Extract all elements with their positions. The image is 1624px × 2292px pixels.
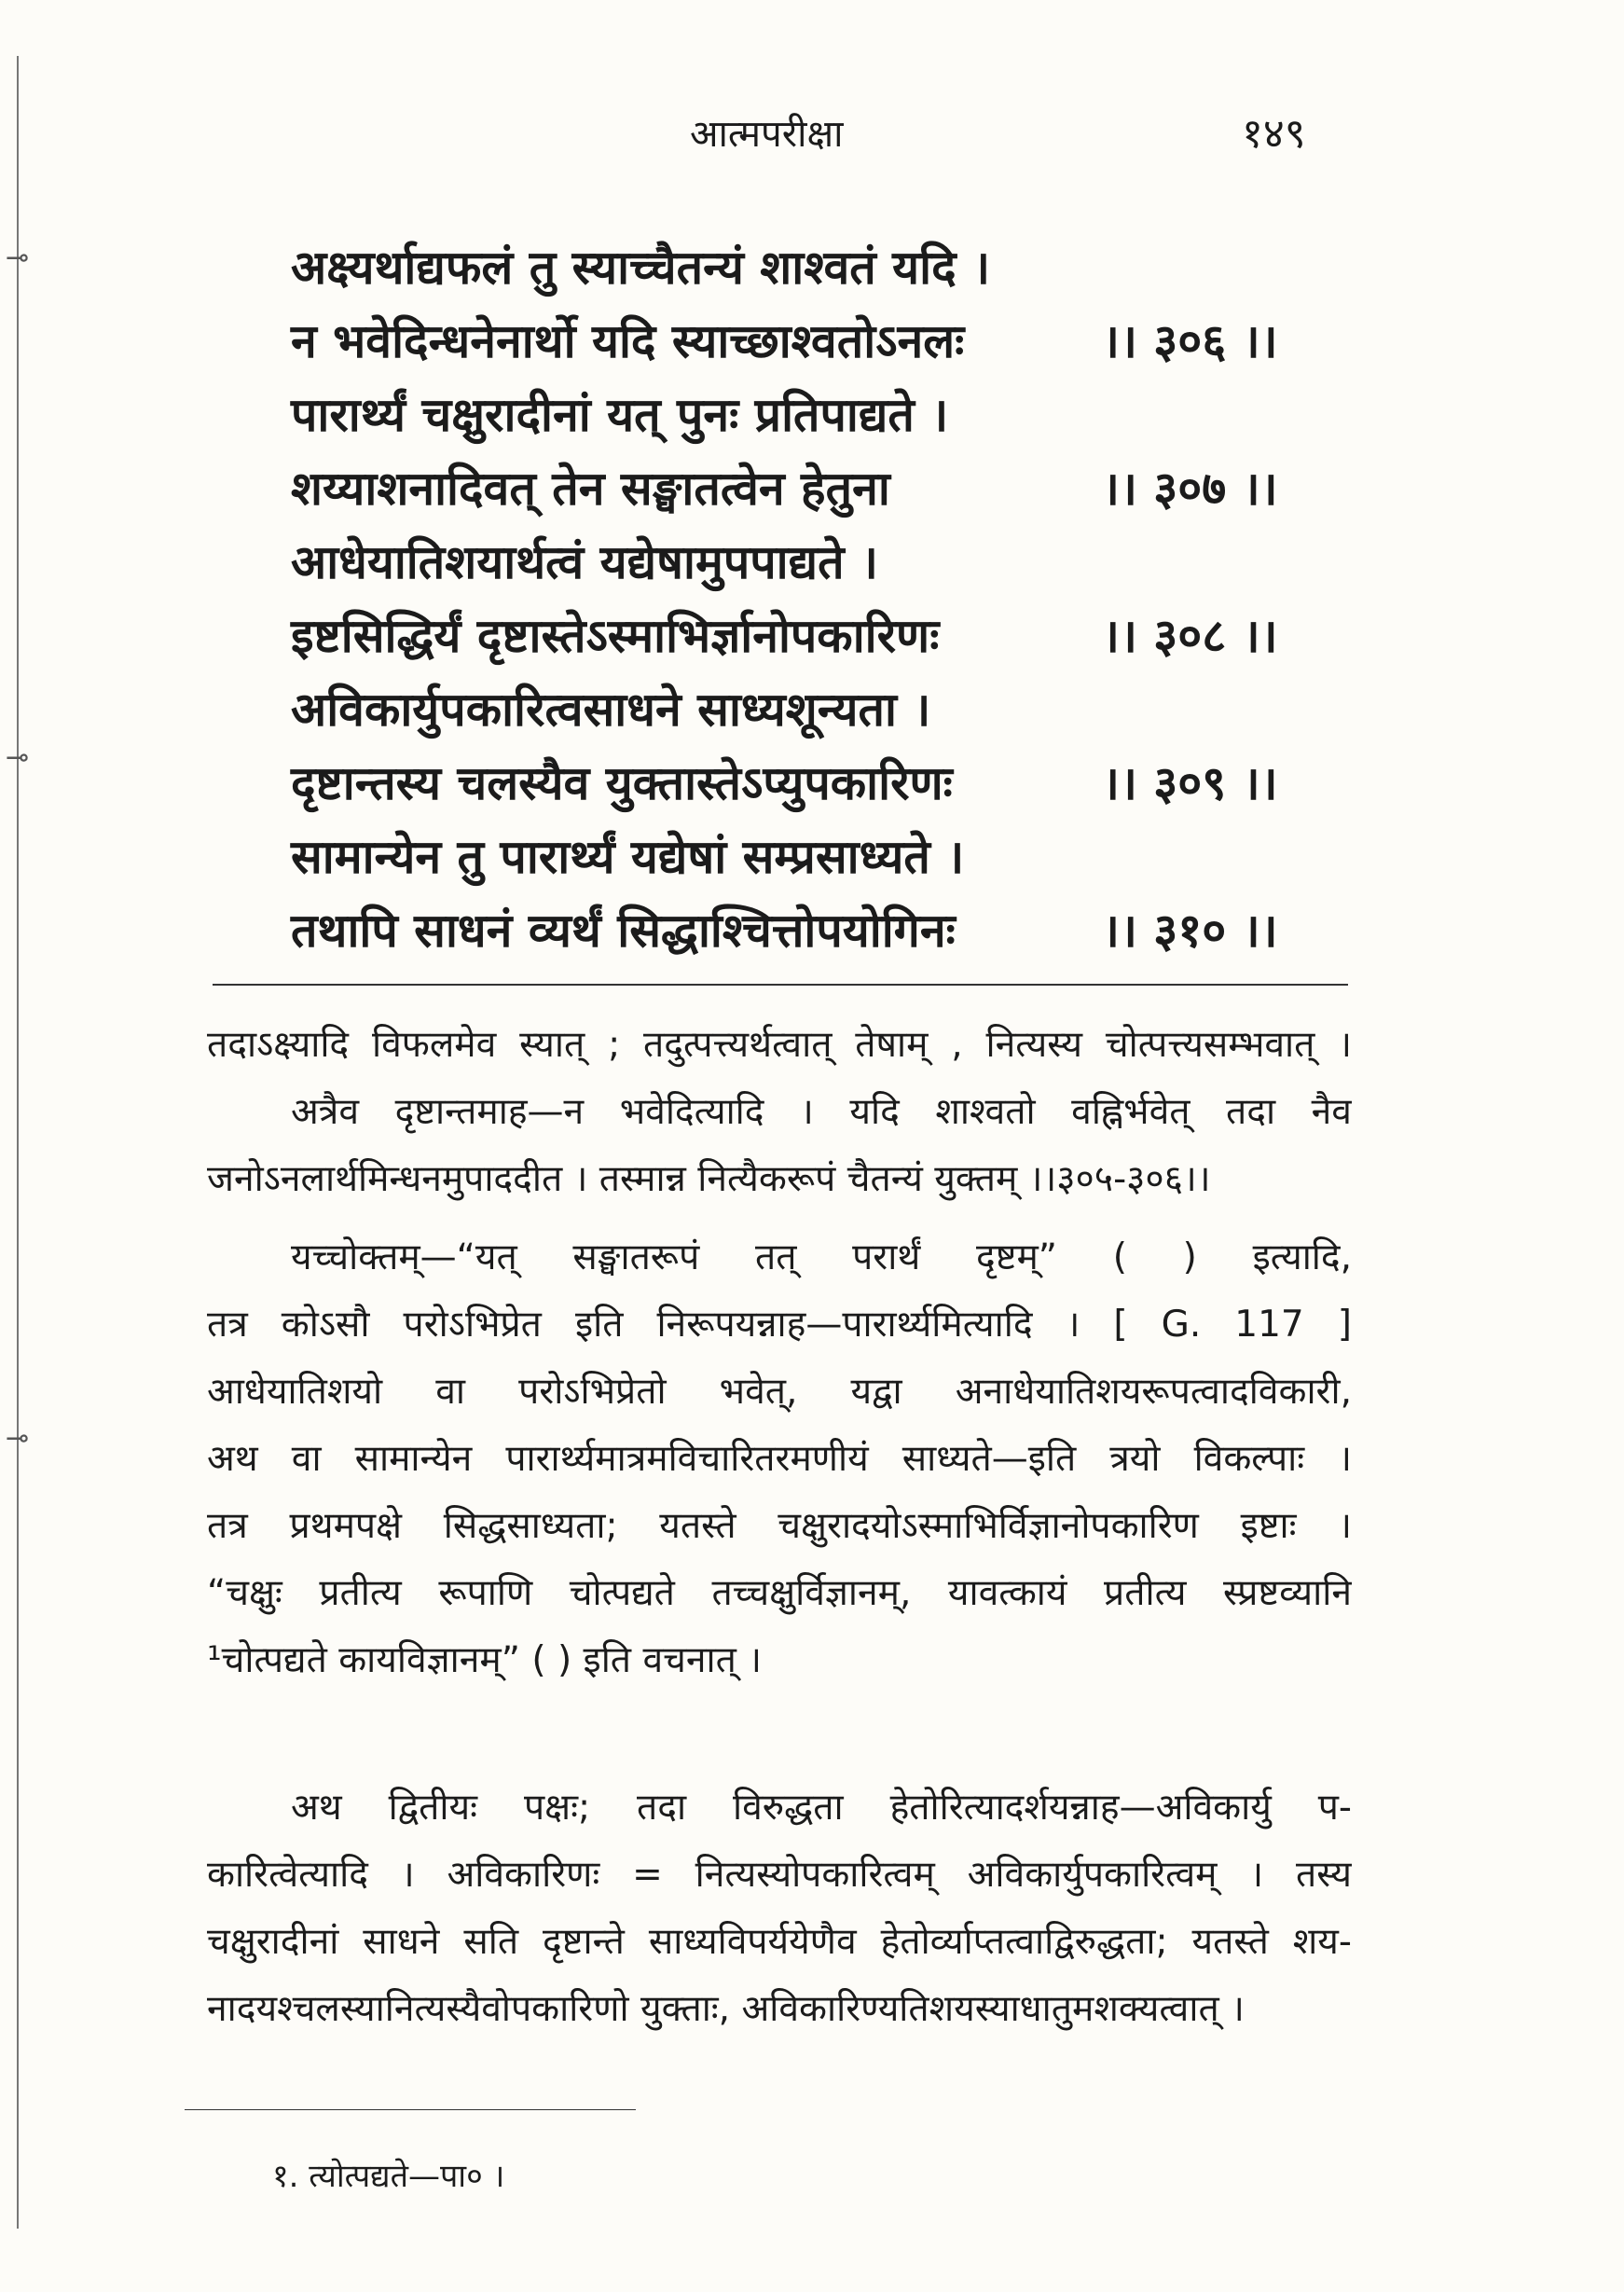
- verse-block: [291, 231, 1316, 968]
- commentary-line: तत्र प्रथमपक्षे सिद्धसाध्यता; यतस्ते चक्षुरादयोऽस्माभिर्विज्ञानोपकारिण इष्टाः ।: [207, 1505, 1352, 1547]
- commentary-line: जनोऽनलार्थमिन्धनमुपाददीत । तस्मान्न नित्यैकरूपं चैतन्यं युक्तम् ।।३०५-३०६।।: [207, 1158, 1211, 1200]
- binding-edge-line: [17, 56, 19, 2229]
- commentary-paragraph: [207, 1774, 1352, 2043]
- verse-text: न भवेदिन्धनेनार्थो यदि स्याच्छाश्वतोऽनलः: [291, 314, 965, 368]
- section-divider: [213, 984, 1348, 986]
- verse-text: पारार्थ्यं चक्षुरादीनां यत् पुनः प्रतिपाद्यते ।: [291, 388, 949, 442]
- commentary-line: आधेयातिशयो वा परोऽभिप्रेतो भवेत्, यद्वा अनाधेयातिशयरूपत्वादविकारी,: [207, 1371, 1352, 1413]
- verse-line: [291, 305, 1316, 379]
- commentary-line: अत्रैव दृष्टान्तमाह—न भवेदित्यादि । यदि शाश्वतो वह्निर्भवेत् तदा नैव: [291, 1091, 1352, 1133]
- verse-text: सामान्येन तु पारार्थ्यं यद्येषां सम्प्रसाध्यते ।: [291, 830, 965, 884]
- verse-line: [291, 747, 1316, 821]
- commentary-line: “चक्षुः प्रतीत्य रूपाणि चोत्पद्यते तच्चक्षुर्विज्ञानम्, यावत्कायं प्रतीत्य स्प्रष्टव्यानि: [207, 1572, 1352, 1614]
- verse-line: [291, 673, 1316, 747]
- footnote-rule: [185, 2109, 636, 2110]
- verse-line: [291, 894, 1316, 968]
- binding-mark: ⊸: [6, 741, 30, 774]
- verse-number: ।। ३०८ ।।: [1102, 609, 1278, 663]
- verse-line: [291, 452, 1316, 526]
- verse-number: ।। ३०९ ।।: [1102, 756, 1278, 810]
- verse-line: [291, 600, 1316, 673]
- binding-mark: ⊸: [6, 242, 30, 274]
- commentary-line: नादयश्चलस्यानित्यस्यैवोपकारिणो युक्ताः, अविकारिण्यतिशयस्याधातुमशक्यत्वात् ।: [207, 1988, 1245, 2030]
- commentary-line: ¹चोत्पद्यते कायविज्ञानम्” ( ) इति वचनात् ।: [207, 1639, 763, 1681]
- commentary-line: अथ वा सामान्येन पारार्थ्यमात्रमविचारितरमणीयं साध्यते—इति त्रयो विकल्पाः ।: [207, 1438, 1352, 1480]
- footnote: १. त्योत्पद्यते—पा० ।: [272, 2158, 505, 2195]
- commentary-paragraph: [207, 1012, 1352, 1213]
- commentary-line: तत्र कोऽसौ परोऽभिप्रेत इति निरूपयन्नाह—पारार्थ्यमित्यादि । [ G. 117 ]: [207, 1304, 1352, 1346]
- running-head: आत्मपरीक्षा: [690, 113, 844, 156]
- verse-number: ।। ३०७ ।।: [1102, 462, 1278, 516]
- verse-text: तथापि साधनं व्यर्थं सिद्धाश्चित्तोपयोगिनः: [291, 904, 956, 958]
- commentary-paragraph: [207, 1224, 1352, 1694]
- binding-mark: ⊸: [6, 1422, 30, 1455]
- commentary-line: यच्चोक्तम्—“यत् सङ्घातरूपं तत् परार्थं दृष्टम्” ( ) इत्यादि,: [291, 1236, 1352, 1278]
- page-number: १४९: [1242, 110, 1306, 158]
- verse-text: इष्टसिद्धिर्यं दृष्टास्तेऽस्माभिर्ज्ञानोपकारिणः: [291, 609, 940, 663]
- verse-text: अविकार्युपकारित्वसाधने साध्यशून्यता ।: [291, 683, 931, 737]
- commentary-line: अथ द्वितीयः पक्षः; तदा विरुद्धता हेतोरित्यादर्शयन्नाह—अविकार्यु प-: [291, 1787, 1352, 1829]
- commentary-line: चक्षुरादीनां साधने सति दृष्टान्ते साध्यविपर्ययेणैव हेतोर्व्याप्तत्वाद्विरुद्धता; यतस्ते शय-: [207, 1921, 1352, 1963]
- verse-line: [291, 526, 1316, 600]
- commentary-line: तदाऽक्ष्यादि विफलमेव स्यात् ; तदुत्पत्त्यर्थत्वात् तेषाम् , नित्यस्य चोत्पत्त्यसम्भवात् ।: [207, 1024, 1352, 1066]
- verse-line: [291, 379, 1316, 452]
- verse-line: [291, 821, 1316, 894]
- verse-text: अक्ष्यर्थाद्यफलं तु स्याच्चैतन्यं शाश्वतं यदि ।: [291, 241, 991, 295]
- verse-text: शय्याशनादिवत् तेन सङ्घातत्वेन हेतुना: [291, 462, 890, 516]
- verse-text: दृष्टान्तस्य चलस्यैव युक्तास्तेऽप्युपकारिणः: [291, 756, 953, 810]
- verse-number: ।। ३१० ।।: [1102, 904, 1278, 958]
- verse-line: [291, 231, 1316, 305]
- commentary-line: कारित्वेत्यादि । अविकारिणः = नित्यस्योपकारित्वम् अविकार्युपकारित्वम् । तस्य: [207, 1854, 1352, 1896]
- verse-text: आधेयातिशयार्थत्वं यद्येषामुपपाद्यते ।: [291, 535, 878, 589]
- verse-number: ।। ३०६ ।।: [1102, 314, 1278, 368]
